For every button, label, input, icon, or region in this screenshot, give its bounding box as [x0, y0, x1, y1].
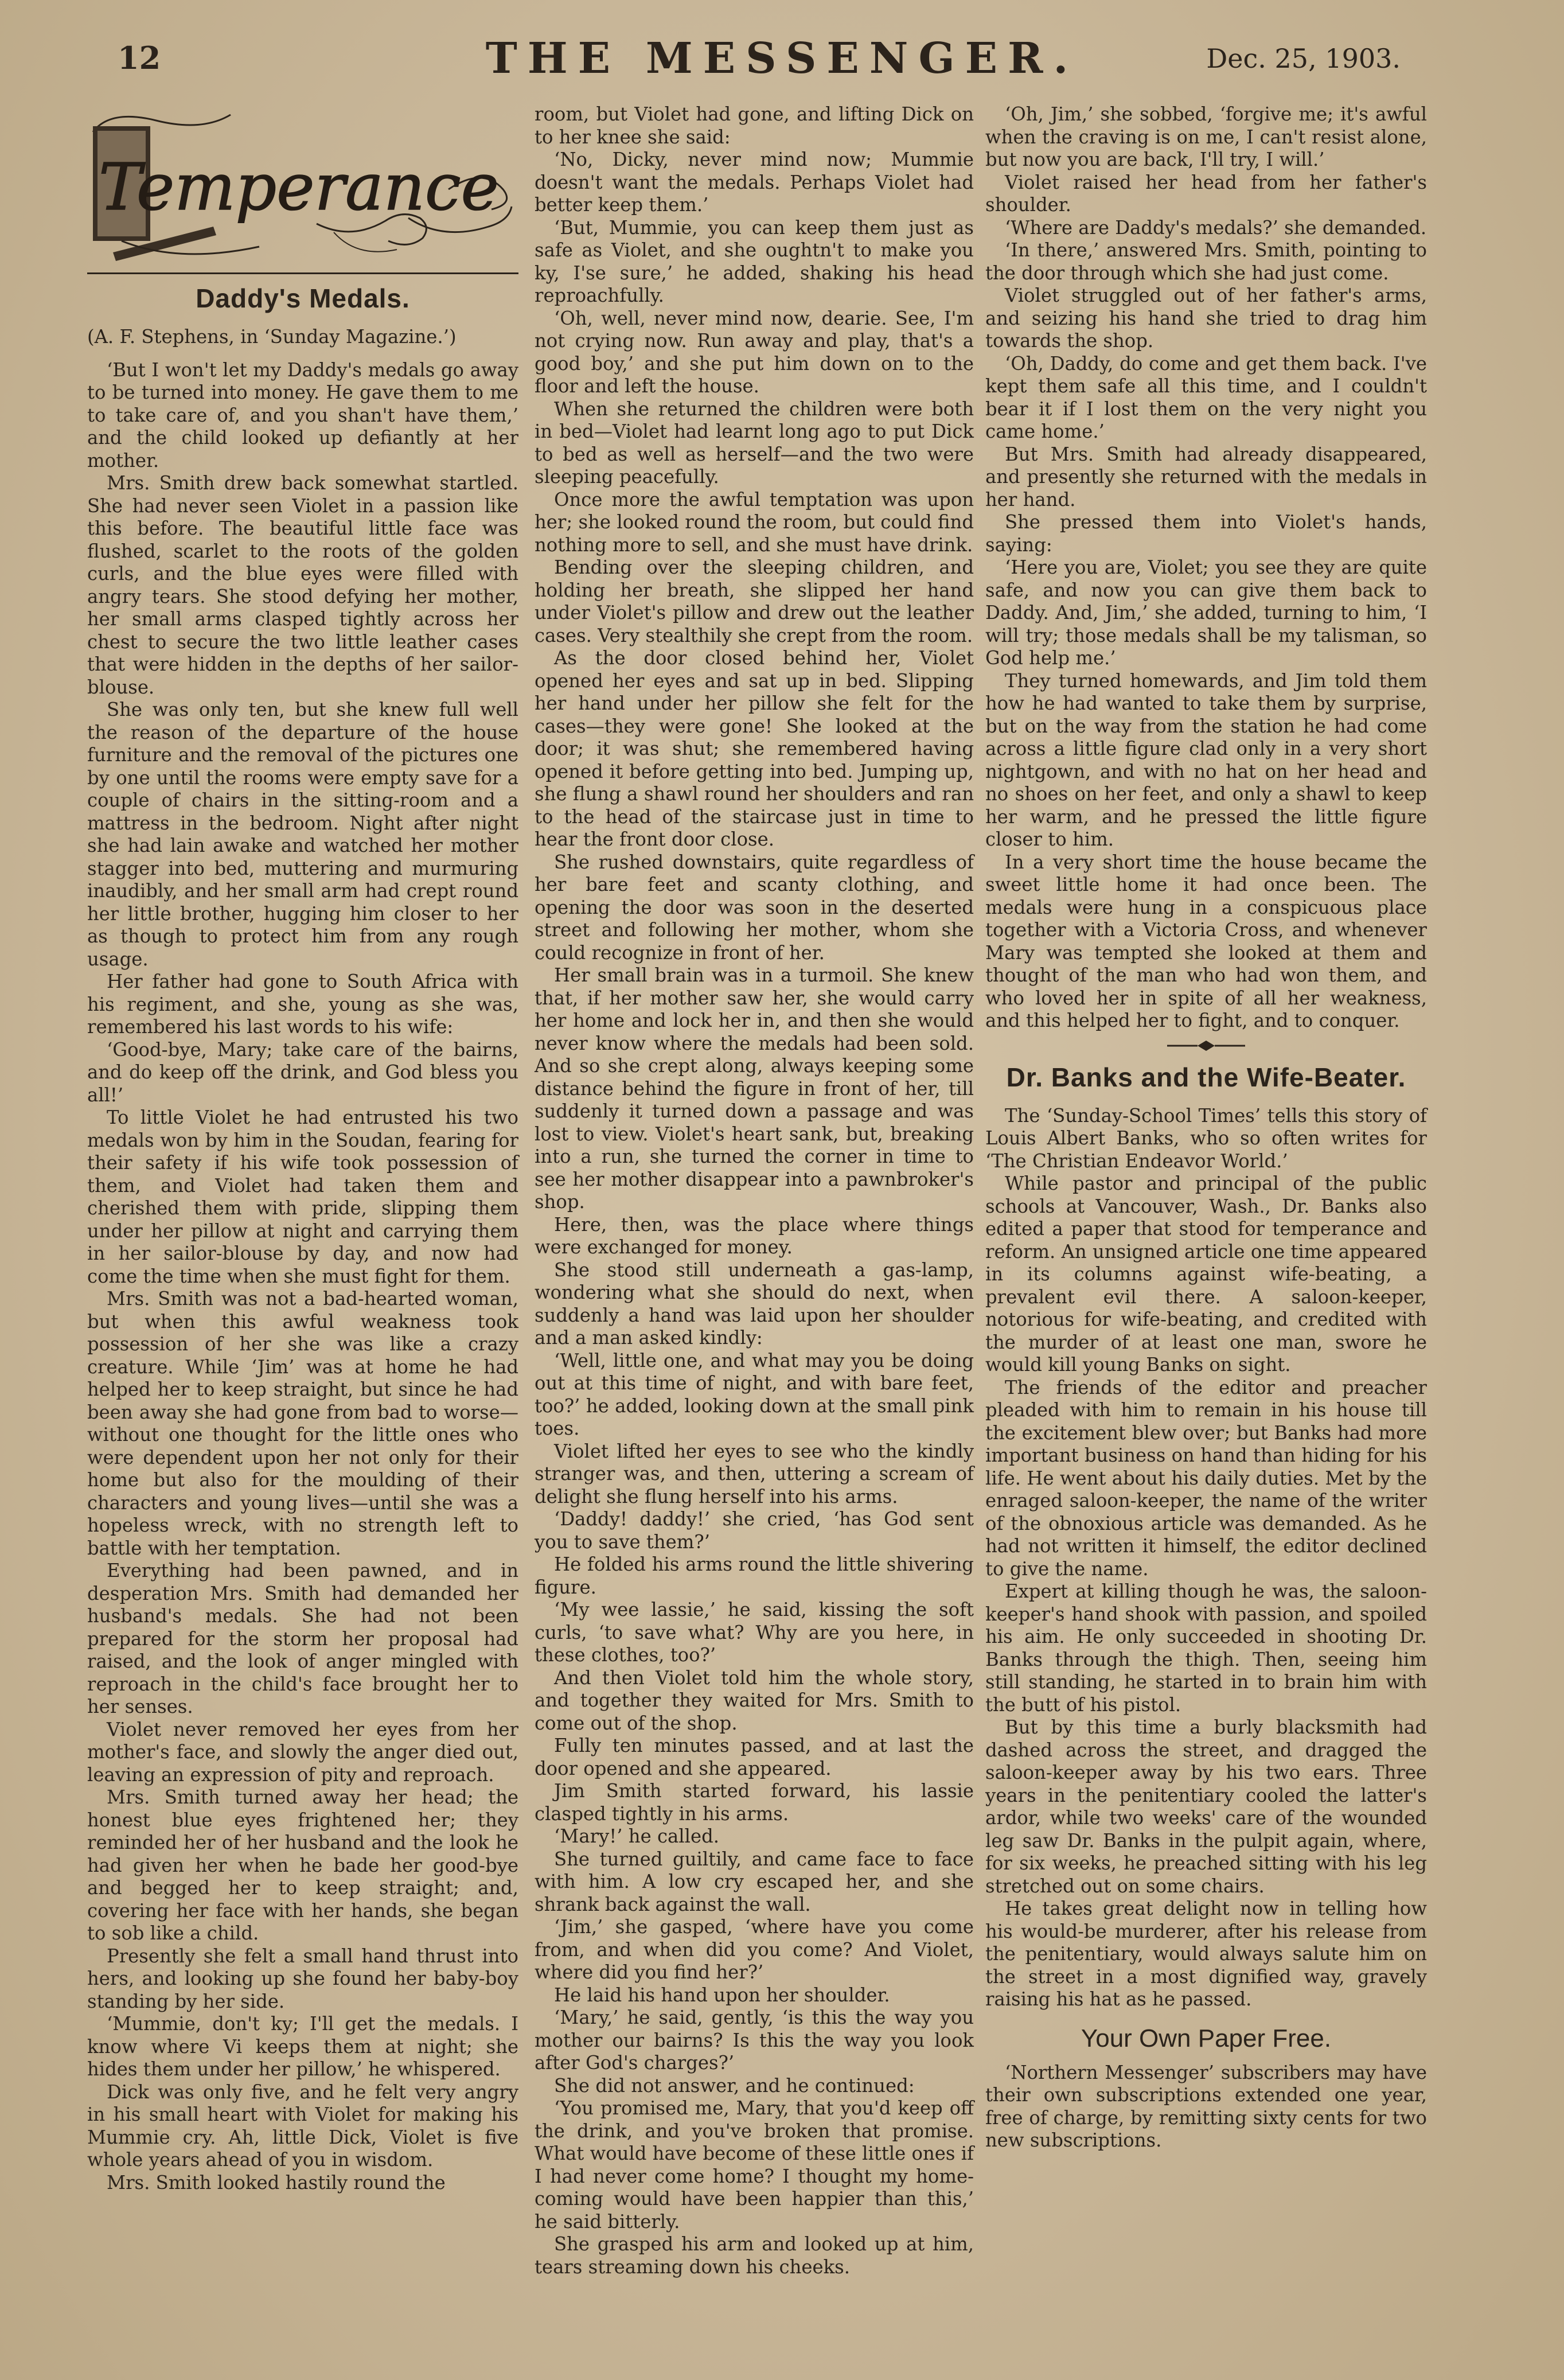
article-body-col3: [985, 103, 1427, 1033]
column-3: [985, 103, 1427, 2152]
paragraph: ‘You promised me, Mary, that you'd keep off the drink, and you've broken that promise. What would have become of these little ones if I had never come home? I thought my home-coming would have been happier than this,’ he said bitterly.: [535, 2097, 974, 2233]
paragraph: Violet lifted her eyes to see who the kindly stranger was, and then, uttering a scream of delight she flung herself into his arms.: [535, 1440, 974, 1508]
paragraph: ‘Mary!’ he called.: [554, 1825, 720, 1847]
paragraph: room, but Violet had gone, and lifting Dick on to her knee she said:: [535, 103, 974, 148]
paragraph: ‘My wee lassie,’ he said, kissing the soft curls, ‘to save what? Why are you here, in these clothes, too?’: [535, 1599, 974, 1666]
article-title-free-paper: Your Own Paper Free.: [1081, 2024, 1332, 2052]
paragraph: ‘In there,’ answered Mrs. Smith, pointing to the door through which she had just come.: [985, 239, 1427, 284]
paragraph: She was only ten, but she knew full well the reason of the departure of the house furniture and the removal of the pictures one by one until the rooms were empty save for a couple of chairs in the sitting-room and a mattress in the bedroom. Night after night she had lain awake and watched her mother stagger into bed, muttering and murmuring inaudibly, and her small arm had crept round her little brother, hugging him closer to her as though to protect him from any rough usage.: [87, 699, 518, 970]
article-byline: (A. F. Stephens, in ‘Sunday Magazine.’): [87, 326, 457, 348]
paragraph: As the door closed behind her, Violet opened her eyes and sat up in bed. Slipping her hand under her pillow she felt for the cases—they were gone! She looked at the door; it was shut; she remembered having opened it before getting into bed. Jumping up, she flung a shawl round her shoulders and ran to the head of the staircase just in time to hear the front door close.: [535, 647, 974, 850]
paragraph: Her small brain was in a turmoil. She knew that, if her mother saw her, she would carry her home and lock her in, and then she would never know where the medals had been sold. And so she crept along, always keeping some distance behind the figure in front of her, till suddenly it turned down a passage and was lost to view. Violet's heart sank, but, breaking into a run, she turned the corner in time to see her mother disappear into a pawnbroker's shop.: [535, 964, 974, 1213]
paragraph: Bending over the sleeping children, and holding her breath, she slipped her hand under Violet's pillow and drew out the leather cases. Very stealthily she crept from the room.: [535, 556, 974, 646]
paragraph: Dick was only five, and he felt very angry in his small heart with Violet for making his Mummie cry. Ah, little Dick, Violet is five whole years ahead of you in wisdom.: [87, 2081, 518, 2171]
paragraph: Presently she felt a small hand thrust into hers, and looking up she found her baby-boy standing by her side.: [87, 1945, 518, 2012]
paragraph: But by this time a burly blacksmith had dashed across the street, and dragged the saloon-keeper away by his two ears. Three years in the penitentiary cooled the latter's ardor, while two weeks' care of the wounded leg saw Dr. Banks in the pulpit again, where, for six weeks, he preached sitting with his leg stretched out on some chairs.: [985, 1716, 1427, 1897]
paragraph: He laid his hand upon her shoulder.: [554, 1984, 890, 2006]
paragraph: ‘Good-bye, Mary; take care of the bairns, and do keep off the drink, and God bless you all!’: [87, 1038, 518, 1106]
paragraph: ‘Here you are, Violet; you see they are quite safe, and now you can give them back to Daddy. And, Jim,’ she added, turning to him, ‘I will try; those medals shall be my talisman, so God help me.’: [985, 556, 1427, 669]
paragraph: Violet struggled out of her father's arms, and seizing his hand she tried to drag him towards the shop.: [985, 285, 1427, 352]
article-body-col1: [87, 359, 518, 2195]
column-2: [535, 103, 974, 2278]
article-body-free-paper: [985, 2062, 1427, 2152]
paragraph: Her father had gone to South Africa with his regiment, and she, young as she was, remembered his last words to his wife:: [87, 971, 518, 1038]
paragraph: Here, then, was the place where things were exchanged for money.: [535, 1213, 974, 1258]
paragraph: In a very short time the house became the sweet little home it had once been. The medals were hung in a conspicuous place together with a Victoria Cross, and whenever Mary was tempted she looked at them and thought of the man who had won them, and who loved her in spite of all her weakness, and this helped her to fight, and to conquer.: [985, 851, 1427, 1031]
column-1: [87, 103, 518, 2194]
ornament-divider: [985, 1038, 1427, 1053]
paragraph: The ‘Sunday-School Times’ tells this story of Louis Albert Banks, who so often writes for ‘The Christian Endeavor World.’: [985, 1104, 1427, 1172]
paragraph: She turned guiltily, and came face to face with him. A low cry escaped her, and she shrank back against the wall.: [535, 1848, 974, 1915]
paragraph: Mrs. Smith looked hastily round the: [107, 2171, 446, 2194]
paragraph: And then Violet told him the whole story, and together they waited for Mrs. Smith to come out of the shop.: [535, 1666, 974, 1734]
article-title-banks: Dr. Banks and the Wife-Beater.: [1006, 1062, 1406, 1092]
temperance-heading: [87, 103, 518, 267]
paragraph: But Mrs. Smith had already disappeared, and presently she returned with the medals in her hand.: [985, 443, 1427, 511]
paragraph: Expert at killing though he was, the saloon-keeper's hand shook with passion, and spoiled his aim. He only succeeded in shooting Dr. Banks through the thigh. Then, seeing him still standing, he started in to brain him with the butt of his pistol.: [985, 1580, 1427, 1716]
paragraph: The friends of the editor and preacher pleaded with him to remain in his house till the excitement blew over; but Banks had more important business on hand than hiding for his life. He went about his daily duties. Met by the enraged saloon-keeper, the name of the writer of the obnoxious article was demanded. As he had not written it himself, the editor declined to give the name.: [985, 1376, 1427, 1580]
paragraph: Fully ten minutes passed, and at last the door opened and she appeared.: [535, 1735, 974, 1779]
paragraph: ‘Well, little one, and what may you be doing out at this time of night, and with bare feet, too?’ he added, looking down at the small pink toes.: [535, 1349, 974, 1439]
paragraph: ‘Oh, well, never mind now, dearie. See, I'm not crying now. Run away and play, that's a good boy,’ and she put him down on to the floor and left the house.: [535, 307, 974, 397]
paragraph: Violet raised her head from her father's shoulder.: [985, 171, 1427, 216]
paragraph: While pastor and principal of the public schools at Vancouver, Wash., Dr. Banks also edited a paper that stood for temperance and reform. An unsigned article one time appeared in its columns against wife-beating, a prevalent evil there. A saloon-keeper, notorious for wife-beating, and credited with the murder of at least one man, swore he would kill young Banks on sight.: [985, 1173, 1427, 1376]
paragraph: He takes great delight now in telling how his would-be murderer, after his release from the penitentiary, would always salute him on the street in a most dignified way, gravely raising his hat as he passed.: [985, 1898, 1427, 2010]
paragraph: When she returned the children were both in bed—Violet had learnt long ago to put Dick to bed as well as herself—and the two were sleeping peacefully.: [535, 398, 974, 488]
paragraph: Everything had been pawned, and in desperation Mrs. Smith had demanded her husband's medals. She had not been prepared for the storm her proposal had raised, and the look of anger mingled with reproach in the child's face brought her to her senses.: [87, 1560, 518, 1717]
paragraph: ‘Where are Daddy's medals?’ she demanded.: [1005, 216, 1427, 239]
temperance-heading-emblem: [87, 103, 518, 267]
paragraph: ‘Daddy! daddy!’ she cried, ‘has God sent you to save them?’: [535, 1508, 974, 1553]
temperance-heading-text: Temperance: [99, 150, 499, 225]
paragraph: ‘No, Dicky, never mind now; Mummie doesn't want the medals. Perhaps Violet had better keep them.’: [535, 149, 974, 216]
article-title: Daddy's Medals.: [196, 283, 410, 313]
paragraph: Mrs. Smith drew back somewhat startled. She had never seen Violet in a passion like this before. The beautiful little face was flushed, scarlet to the roots of the golden curls, and the blue eyes were filled with angry tears. She stood defying her mother, her small arms clasped tightly across her chest to secure the two little leather cases that were hidden in the depths of her sailor-blouse.: [87, 472, 518, 698]
page-header: [0, 32, 1564, 83]
paragraph: She rushed downstairs, quite regardless of her bare feet and scanty clothing, and opening the door was soon in the deserted street and following her mother, whom she could recognize in front of her.: [535, 851, 974, 964]
paragraph: ‘Oh, Jim,’ she sobbed, ‘forgive me; it's awful when the craving is on me, I can't resist alone, but now you are back, I'll try, I will.’: [985, 103, 1427, 170]
paragraph: ‘Mummie, don't ky; I'll get the medals. I know where Vi keeps them at night; she hides them under her pillow,’ he whispered.: [87, 2013, 518, 2080]
paragraph: ‘Mary,’ he said, gently, ‘is this the way you mother our bairns? Is this the way you look after God's charges?’: [535, 2007, 974, 2074]
paragraph: They turned homewards, and Jim told them how he had wanted to take them by surprise, but on the way from the station he had come across a little figure clad only in a very short nightgown, and with no hat on her head and no shoes on her feet, and only a shawl to keep her warm, and he pressed the little figure closer to him.: [985, 669, 1427, 850]
paragraph: ‘Oh, Daddy, do come and get them back. I've kept them safe all this time, and I couldn't bear it if I lost them on the very night you came home.’: [985, 352, 1427, 442]
paragraph: ‘But I won't let my Daddy's medals go away to be turned into money. He gave them to me to take care of, and you shan't have them,’ and the child looked up defiantly at her mother.: [87, 359, 518, 472]
paragraph: Mrs. Smith turned away her head; the honest blue eyes frightened her; they reminded her of her husband and the look he had given her when he bade her good-bye and begged her to keep straight; and, covering her face with her hands, she began to sob like a child.: [87, 1786, 518, 1944]
paragraph: Once more the awful temptation was upon her; she looked round the room, but could find nothing more to sell, and she must have drink.: [535, 488, 974, 556]
paragraph: He folded his arms round the little shivering figure.: [535, 1553, 974, 1598]
paragraph: She grasped his arm and looked up at him, tears streaming down his cheeks.: [535, 2233, 974, 2278]
paragraph: Violet never removed her eyes from her mother's face, and slowly the anger died out, leaving an expression of pity and reproach.: [87, 1718, 518, 1786]
masthead-title: THE MESSENGER.: [485, 34, 1079, 83]
paragraph: Mrs. Smith was not a bad-hearted woman, but when this awful weakness took possession of her she was like a crazy creature. While ‘Jim’ was at home he had helped her to keep straight, but since he had been away she had gone from bad to worse—without one thought for the little ones who were dependent upon her not only for their home but also for the moulding of their characters and young lives—until she was a hopeless wreck, with no strength left to battle with her temptation.: [87, 1288, 518, 1559]
paragraph: ‘Jim,’ she gasped, ‘where have you come from, and when did you come? And Violet, where did you find her?’: [535, 1916, 974, 1983]
paragraph: She pressed them into Violet's hands, saying:: [985, 511, 1427, 556]
article-body-banks: [985, 1105, 1427, 2011]
issue-date: Dec. 25, 1903.: [1206, 43, 1401, 74]
ornamental-rule-icon: [1166, 1038, 1246, 1053]
paragraph: To little Violet he had entrusted his two medals won by him in the Soudan, fearing for their safety if his wife took possession of them, and Violet had taken them and cherished them with pride, slipping them under her pillow at night and carrying them in her sailor-blouse by day, and now had come the time when she must fight for them.: [87, 1107, 518, 1287]
paragraph: She did not answer, and he continued:: [554, 2074, 915, 2097]
paragraph: She stood still underneath a gas-lamp, wondering what she should do next, when suddenly a hand was laid upon her shoulder and a man asked kindly:: [535, 1259, 974, 1349]
paragraph: ‘But, Mummie, you can keep them just as safe as Violet, and she oughtn't to make you ky, I'se sure,’ he added, shaking his head reproachfully.: [535, 216, 974, 306]
article-body-col2: [535, 103, 974, 2278]
paragraph: ‘Northern Messenger’ subscribers may have their own subscriptions extended one year, free of charge, by remitting sixty cents for two new subscriptions.: [985, 2061, 1427, 2151]
page-number: 12: [118, 40, 161, 76]
heading-rule: [87, 272, 518, 274]
paragraph: Jim Smith started forward, his lassie clasped tightly in his arms.: [535, 1780, 974, 1825]
